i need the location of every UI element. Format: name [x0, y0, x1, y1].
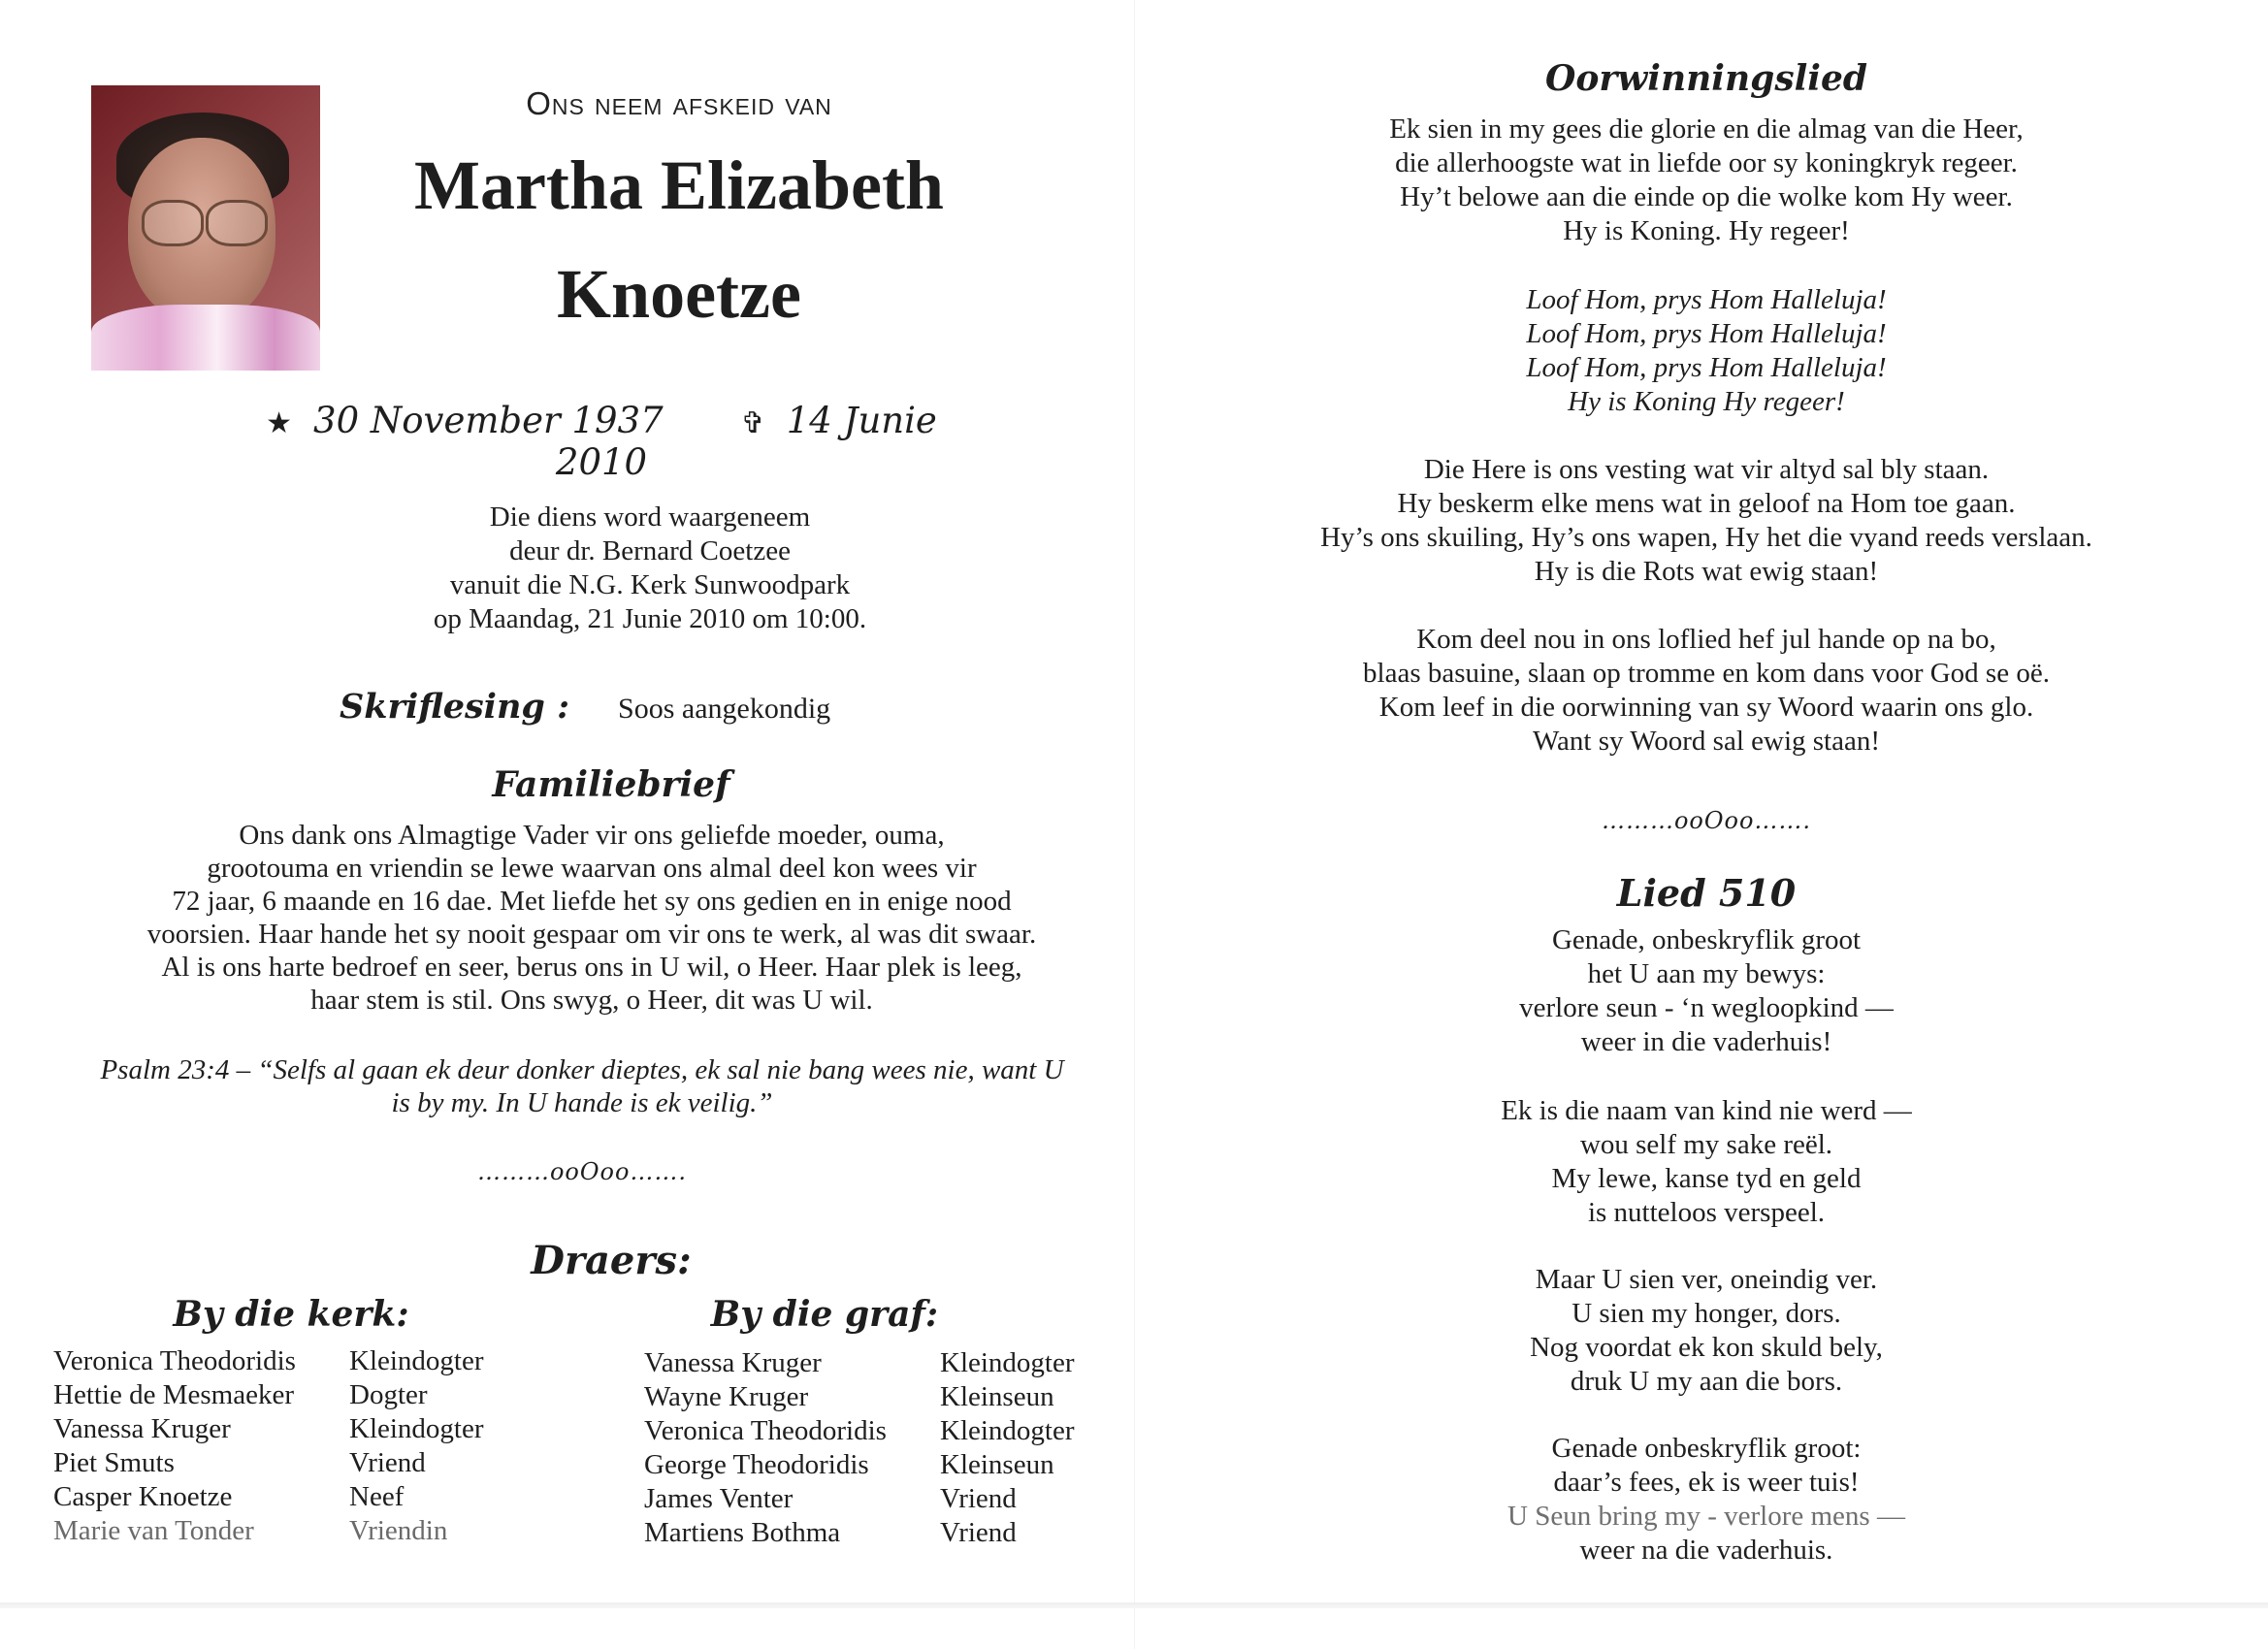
- portrait-glasses-right: [206, 200, 268, 246]
- lyric-line: Hy is Koning Hy regeer!: [1568, 386, 1845, 417]
- lyric-line: Ek is die naam van kind nie werd —: [1501, 1095, 1912, 1126]
- family-letter: [19, 819, 1164, 1017]
- death-date: 14 Junie 2010: [555, 400, 937, 483]
- lyric-line: U Seun bring my - verlore mens —: [1507, 1501, 1905, 1532]
- bearer-relation: Vriend: [940, 1517, 1017, 1548]
- birth-date: 30 November 1937: [313, 400, 664, 441]
- bearer-relation: Kleindogter: [349, 1413, 484, 1444]
- bearer-row: [53, 1446, 524, 1480]
- bearer-relation: Vriend: [940, 1483, 1017, 1514]
- bearer-relation: Vriend: [349, 1447, 426, 1478]
- bearer-relation: Kleindogter: [940, 1347, 1075, 1378]
- portrait-glasses-left: [142, 200, 204, 246]
- life-dates: [223, 400, 980, 483]
- bearer-name: Martiens Bothma: [644, 1517, 841, 1548]
- separator: ………ooOoo…….: [1601, 807, 1812, 834]
- bearer-relation: Kleindogter: [940, 1415, 1075, 1446]
- bearer-row: [644, 1346, 1115, 1380]
- deceased-name-line2: Knoetze: [557, 255, 801, 333]
- bearer-name: Veronica Theodoridis: [53, 1345, 296, 1376]
- lyric-line: het U aan my bewys:: [1587, 958, 1826, 989]
- scripture-reading-label: Skriflesing :: [340, 687, 570, 727]
- lyric-line: die allerhoogste wat in liefde oor sy koningkryk regeer.: [1395, 147, 2018, 178]
- bearer-row: [644, 1380, 1115, 1414]
- lyric-line: Maar U sien ver, oneindig ver.: [1535, 1264, 1878, 1295]
- service-details: [252, 501, 1048, 636]
- bearer-row: [53, 1514, 524, 1548]
- page-bottom-edge: [0, 1602, 2268, 1608]
- lyric-line: wou self my sake reël.: [1579, 1129, 1833, 1160]
- star-icon: ★: [266, 406, 293, 440]
- lyric-line: My lewe, kanse tyd en geld: [1551, 1163, 1862, 1194]
- bearer-row: [53, 1412, 524, 1446]
- at-church-bearer-list: [53, 1344, 524, 1548]
- bearer-relation: Kleindogter: [349, 1345, 484, 1376]
- lyric-line: Hy’s ons skuiling, Hy’s ons wapen, Hy het die vyand reeds verslaan.: [1320, 522, 2092, 553]
- family-letter-line: 72 jaar, 6 maande en 16 dae. Met liefde het sy ons gedien en in enige nood: [172, 886, 1012, 917]
- song2-stanza: [1145, 923, 2268, 1059]
- bearer-relation: Kleinseun: [940, 1381, 1054, 1412]
- bearer-row: [644, 1448, 1115, 1482]
- bearer-row: [644, 1414, 1115, 1448]
- lyric-line: druk U my aan die bors.: [1570, 1366, 1843, 1397]
- song2-stanza: [1145, 1432, 2268, 1568]
- song2-stanza: [1145, 1094, 2268, 1230]
- bearer-row: [53, 1378, 524, 1412]
- lyric-line: verlore seun - ‘n wegloopkind —: [1519, 992, 1894, 1023]
- bearer-relation: Neef: [349, 1481, 405, 1512]
- song1-stanza: [1145, 623, 2268, 759]
- bearer-relation: Vriendin: [349, 1515, 448, 1546]
- lyric-line: Ek sien in my gees die glorie en die almag van die Heer,: [1389, 113, 2024, 145]
- service-line: op Maandag, 21 Junie 2010 om 10:00.: [433, 603, 867, 634]
- lyric-line: Die Here is ons vesting wat vir altyd sal bly staan.: [1423, 454, 1990, 485]
- psalm-quote: [39, 1053, 1125, 1119]
- bearer-name: Wayne Kruger: [644, 1381, 809, 1412]
- lyric-line: Hy is Koning. Hy regeer!: [1563, 215, 1850, 246]
- lyric-line: blaas basuine, slaan op tromme en kom dans voor God se oë.: [1363, 658, 2050, 689]
- family-letter-heading: Familiebrief: [492, 764, 730, 805]
- intro-line: Ons neem afskeid van: [526, 85, 832, 121]
- lyric-line: Want sy Woord sal ewig staan!: [1532, 726, 1881, 757]
- bearer-name: Piet Smuts: [53, 1447, 175, 1478]
- page-fold: [1134, 0, 1135, 1649]
- bearer-row: [644, 1482, 1115, 1516]
- lyric-line: is nutteloos verspeel.: [1587, 1197, 1826, 1228]
- bearer-name: Veronica Theodoridis: [644, 1415, 887, 1446]
- separator: ………ooOoo…….: [476, 1158, 688, 1185]
- lyric-line: Kom deel nou in ons loflied hef jul hande op na bo,: [1416, 624, 1996, 655]
- lyric-line: Loof Hom, prys Hom Halleluja!: [1526, 352, 1887, 383]
- at-grave-bearer-list: [644, 1346, 1115, 1550]
- bearer-name: Hettie de Mesmaeker: [53, 1379, 295, 1410]
- lyric-line: Kom leef in die oorwinning van sy Woord waarin ons glo.: [1378, 692, 2034, 723]
- right-page: [1145, 0, 2268, 1649]
- family-letter-line: Ons dank ons Almagtige Vader vir ons geliefde moeder, ouma,: [239, 820, 945, 851]
- bearer-name: James Venter: [644, 1483, 794, 1514]
- left-page: [0, 0, 1125, 1649]
- lyric-line: Genade onbeskryflik groot:: [1551, 1433, 1862, 1464]
- song2-heading: Lied 510: [1616, 871, 1797, 915]
- service-line: deur dr. Bernard Coetzee: [509, 535, 791, 566]
- scripture-reading-value: Soos aangekondig: [618, 693, 831, 725]
- pallbearers-heading: Draers:: [531, 1238, 692, 1283]
- lyric-line: Hy’t belowe aan die einde op die wolke kom Hy weer.: [1400, 181, 2013, 212]
- family-letter-line: Al is ons harte bedroef en seer, berus ons in U wil, o Heer. Haar plek is leeg,: [161, 952, 1022, 983]
- song1-heading: Oorwinningslied: [1544, 58, 1868, 99]
- lyric-line: U sien my honger, dors.: [1571, 1298, 1841, 1329]
- lyric-line: Loof Hom, prys Hom Halleluja!: [1526, 284, 1887, 315]
- portrait-clothing: [91, 305, 320, 371]
- service-line: Die diens word waargeneem: [489, 501, 811, 533]
- deceased-name-line1: Martha Elizabeth: [414, 146, 944, 224]
- at-church-heading: By die kerk:: [173, 1294, 409, 1335]
- bearer-relation: Dogter: [349, 1379, 428, 1410]
- song1-stanza: [1145, 113, 2268, 248]
- bearer-row: [53, 1344, 524, 1378]
- bearer-relation: Kleinseun: [940, 1449, 1054, 1480]
- song2-stanza: [1145, 1263, 2268, 1399]
- lyric-line: Genade, onbeskryflik groot: [1551, 924, 1862, 955]
- at-grave-heading: By die graf:: [710, 1294, 939, 1335]
- lyric-line: Loof Hom, prys Hom Halleluja!: [1526, 318, 1887, 349]
- song1-stanza: [1145, 453, 2268, 589]
- family-letter-line: voorsien. Haar hande het sy nooit gespaar om vir ons te werk, al was dit swaar.: [146, 919, 1037, 950]
- song1-chorus: [1145, 283, 2268, 419]
- cross-icon: ✞: [740, 406, 765, 440]
- bearer-row: [53, 1480, 524, 1514]
- lyric-line: Hy beskerm elke mens wat in geloof na Hom toe gaan.: [1397, 488, 2016, 519]
- portrait-photo: [91, 85, 320, 371]
- service-line: vanuit die N.G. Kerk Sunwoodpark: [449, 569, 851, 600]
- bearer-name: Vanessa Kruger: [644, 1347, 822, 1378]
- bearer-name: Vanessa Kruger: [53, 1413, 231, 1444]
- bearer-name: Marie van Tonder: [53, 1515, 254, 1546]
- lyric-line: Hy is die Rots wat ewig staan!: [1534, 556, 1879, 587]
- lyric-line: Nog voordat ek kon skuld bely,: [1530, 1332, 1883, 1363]
- lyric-line: weer na die vaderhuis.: [1579, 1535, 1833, 1566]
- family-letter-line: haar stem is stil. Ons swyg, o Heer, dit was U wil.: [310, 985, 873, 1016]
- lyric-line: weer in die vaderhuis!: [1580, 1026, 1832, 1057]
- bearer-row: [644, 1516, 1115, 1550]
- bearer-name: George Theodoridis: [644, 1449, 869, 1480]
- scripture-reading: [340, 687, 1019, 727]
- bearer-name: Casper Knoetze: [53, 1481, 233, 1512]
- family-letter-line: grootouma en vriendin se lewe waarvan ons almal deel kon wees vir: [207, 853, 977, 884]
- psalm-line: Psalm 23:4 – “Selfs al gaan ek deur donker dieptes, ek sal nie bang wees nie, want U: [100, 1054, 1064, 1085]
- psalm-line: is by my. In U hande is ek veilig.”: [391, 1087, 773, 1118]
- lyric-line: daar’s fees, ek is weer tuis!: [1553, 1467, 1860, 1498]
